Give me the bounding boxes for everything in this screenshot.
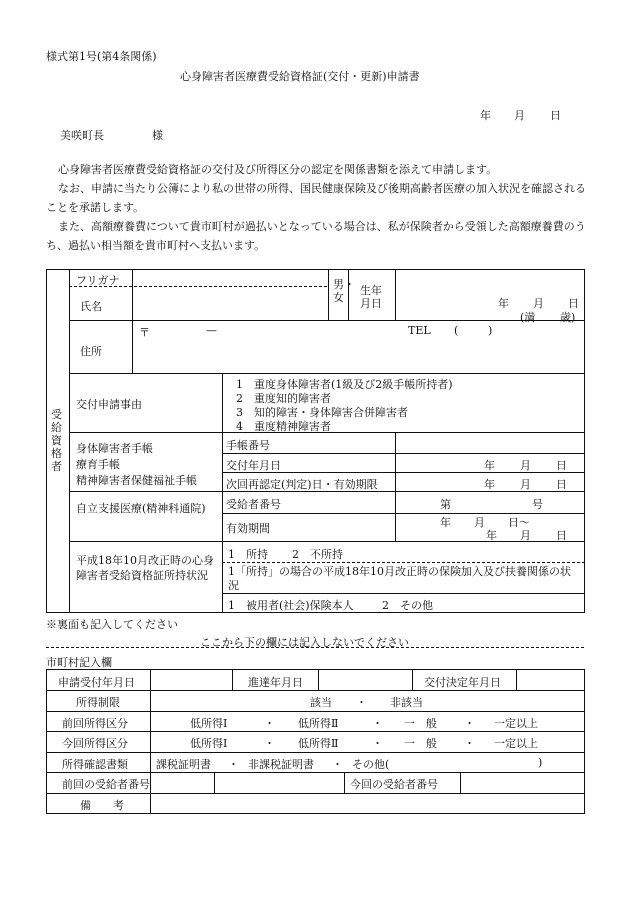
separator-dot: ・ bbox=[264, 717, 275, 730]
date-day: 日 bbox=[550, 109, 561, 122]
doc-untaxed: 非課税証明書 bbox=[248, 758, 314, 771]
not-applicable: 非該当 bbox=[390, 696, 423, 709]
income-opt-possess: 1 所持 bbox=[228, 548, 268, 561]
prev-above: 一定以上 bbox=[494, 717, 538, 730]
sex-choice: 男・女 bbox=[333, 278, 355, 304]
curr-low2: 低所得Ⅱ bbox=[298, 737, 339, 750]
reason-3: 3 知的障害・身体障害合併障害者 bbox=[236, 406, 408, 419]
curr-low1: 低所得Ⅰ bbox=[190, 737, 228, 750]
separator-dot: ・ bbox=[332, 758, 343, 771]
reason-4: 4 重度精神障害者 bbox=[236, 420, 331, 433]
name-label: 氏名 bbox=[80, 300, 102, 313]
form-title: 心身障害者医療費受給資格証(交付・更新)申請書 bbox=[180, 70, 420, 83]
insurance-opt-employee: 1 被用者(社会)保険本人 bbox=[228, 599, 354, 612]
decided-date-label: 交付決定年月日 bbox=[424, 676, 501, 689]
tel-close: ) bbox=[488, 324, 493, 337]
curr-above: 一定以上 bbox=[494, 737, 538, 750]
doc-other: その他( bbox=[352, 758, 390, 771]
paragraph-2: なお、申請に当たり公簿により私の世帯の所得、国民健康保険及び後期高齢者医療の加入状況を確認されることを承諾します。 bbox=[46, 182, 586, 214]
address-label: 住所 bbox=[80, 345, 102, 358]
separator-dot: ・ bbox=[372, 737, 383, 750]
docs-label: 所得確認書類 bbox=[62, 758, 128, 771]
no-entry-note: ここから下の欄には記入しないでください bbox=[200, 636, 409, 649]
issue-year: 年 bbox=[484, 459, 495, 472]
insurance-opt-other: 2 その他 bbox=[382, 599, 433, 612]
income-note: 1「所持」の場合の平成18年10月改正時の保険加入及び扶養関係の状況 bbox=[228, 565, 571, 592]
valid-to-year: 年 bbox=[486, 529, 497, 542]
age-close: 歳) bbox=[560, 311, 576, 324]
issue-date-label: 交付年月日 bbox=[226, 459, 281, 472]
form-number: 様式第1号(第4条関係) bbox=[46, 50, 157, 63]
handbook-mental: 精神障害者保健福祉手帳 bbox=[76, 474, 197, 487]
separator-dot: ・ bbox=[228, 758, 239, 771]
birth-month: 月 bbox=[533, 297, 544, 310]
postal-mark: 〒 bbox=[139, 326, 150, 339]
date-month: 月 bbox=[514, 109, 525, 122]
doc-other-close: ) bbox=[538, 756, 543, 769]
separator-dot: ・ bbox=[464, 717, 475, 730]
recipient-number-label: 受給者番号 bbox=[226, 498, 281, 511]
handbook-number-label: 手帳番号 bbox=[226, 439, 270, 452]
tel-open: ( bbox=[454, 324, 459, 337]
date-year: 年 bbox=[480, 109, 491, 122]
age-open: (満 bbox=[520, 311, 536, 324]
prev-low2: 低所得Ⅱ bbox=[298, 717, 339, 730]
issue-month: 月 bbox=[520, 459, 531, 472]
birth-day: 日 bbox=[568, 297, 579, 310]
received-date-label: 申請受付年月日 bbox=[58, 676, 135, 689]
prev-low1: 低所得Ⅰ bbox=[190, 717, 228, 730]
separator-dot: ・ bbox=[356, 696, 367, 709]
valid-to-month: 月 bbox=[520, 529, 531, 542]
office-section-title: 市町村記入欄 bbox=[46, 656, 112, 669]
valid-from-day: 日〜 bbox=[508, 516, 530, 529]
postal-dash: — bbox=[206, 324, 217, 337]
doc-taxed: 課税証明書 bbox=[156, 758, 211, 771]
valid-from-year: 年 bbox=[440, 516, 451, 529]
recert-day: 日 bbox=[556, 478, 567, 491]
handbook-rehab: 療育手帳 bbox=[76, 458, 120, 471]
furigana-label: フリガナ bbox=[76, 274, 120, 287]
recipient-go: 号 bbox=[532, 498, 543, 511]
paragraph-1: 心身障害者医療費受給資格証の交付及び所得区分の認定を関係書類を添えて申請します。 bbox=[58, 163, 498, 176]
applicable: 該当 bbox=[310, 696, 332, 709]
support-medical-label: 自立支援医療(精神科通院) bbox=[76, 502, 206, 515]
valid-period-label: 有効期間 bbox=[226, 522, 270, 535]
addressee-honorific: 様 bbox=[152, 129, 163, 142]
recert-label: 次回再認定(判定)日・有効期限 bbox=[226, 478, 378, 491]
valid-to-day: 日 bbox=[556, 529, 567, 542]
separator-dot: ・ bbox=[264, 737, 275, 750]
separator-dot: ・ bbox=[372, 717, 383, 730]
income-limit-label: 所得制限 bbox=[76, 696, 120, 709]
reason-2: 2 重度知的障害者 bbox=[236, 392, 331, 405]
back-side-note: ※裏面も記入してください bbox=[46, 618, 178, 631]
handbook-physical: 身体障害者手帳 bbox=[76, 442, 153, 455]
addressee: 美咲町長 bbox=[60, 129, 104, 142]
tel-label: TEL bbox=[408, 324, 431, 337]
curr-recipient-no-label: 今回の受給者番号 bbox=[350, 778, 438, 791]
curr-general: 一 般 bbox=[404, 737, 437, 750]
recert-year: 年 bbox=[484, 478, 495, 491]
issue-day: 日 bbox=[556, 459, 567, 472]
birth-date-label: 生年月日 bbox=[360, 284, 382, 310]
remarks-label: 備 考 bbox=[80, 799, 124, 812]
prev-recipient-no-label: 前回の受給者番号 bbox=[62, 778, 150, 791]
separator-dot: ・ bbox=[464, 737, 475, 750]
birth-year: 年 bbox=[498, 297, 509, 310]
valid-from-month: 月 bbox=[474, 516, 485, 529]
prev-class-label: 前回所得区分 bbox=[62, 717, 128, 730]
prev-general: 一 般 bbox=[404, 717, 437, 730]
recert-month: 月 bbox=[520, 478, 531, 491]
income-status-label: 平成18年10月改正時の心身障害者受給資格証所持状況 bbox=[76, 554, 214, 582]
income-opt-not-possess: 2 不所持 bbox=[292, 548, 343, 561]
curr-class-label: 今回所得区分 bbox=[62, 737, 128, 750]
paragraph-3: また、高額療養費について貴市町村が過払いとなっている場合は、私が保険者から受領した高額療養費のうち、過払い相当額を貴市町村へ支払います。 bbox=[46, 220, 586, 252]
reason-1: 1 重度身体障害者(1級及び2級手帳所持者) bbox=[236, 378, 453, 391]
recipient-dai: 第 bbox=[440, 498, 451, 511]
side-label-recipient: 受給資格者 bbox=[51, 408, 62, 473]
forwarded-date-label: 進達年月日 bbox=[248, 676, 303, 689]
reason-label: 交付申請事由 bbox=[76, 398, 142, 411]
